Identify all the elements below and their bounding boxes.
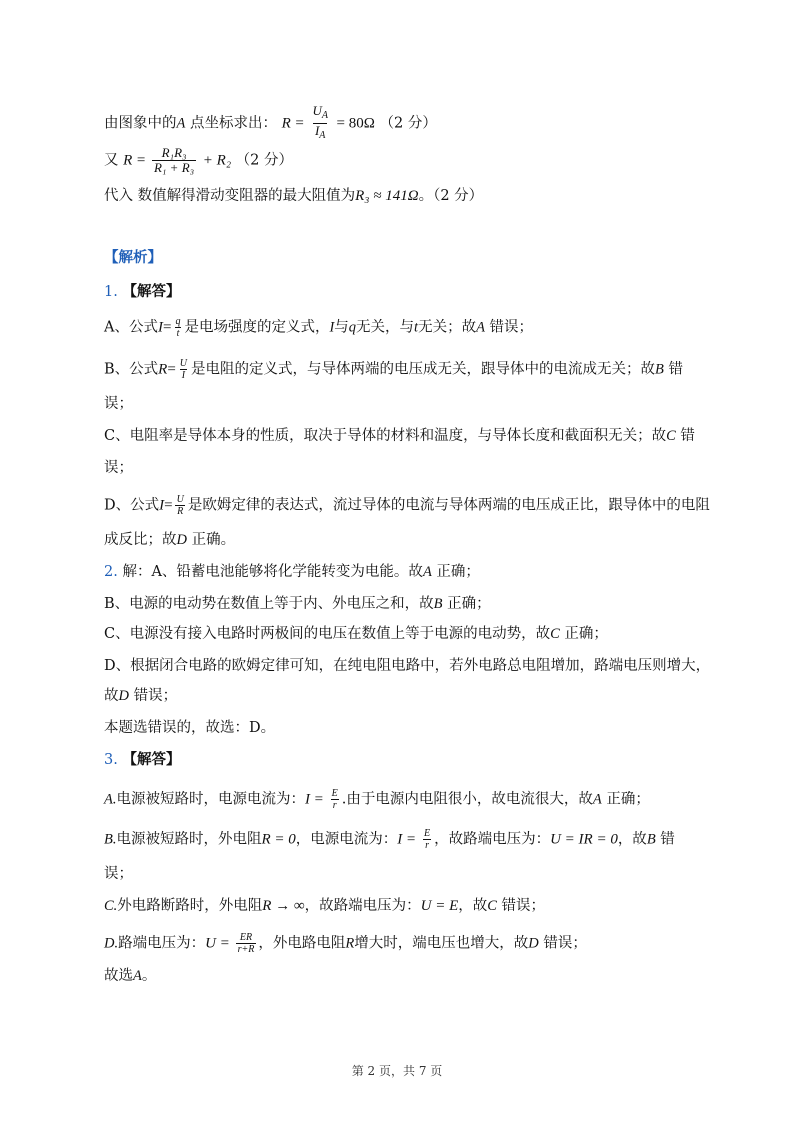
q3-option-b-cont: 误； xyxy=(104,866,133,882)
text: 电源被短路时，外电阻 xyxy=(116,831,262,848)
text: 又 xyxy=(104,152,119,169)
q1-option-c-cont: 误； xyxy=(104,460,133,476)
solution-title: 【解答】 xyxy=(122,283,181,300)
text: 增大时，端电压也增大，故 xyxy=(354,935,529,952)
math-var: U xyxy=(205,935,216,952)
text: ，外电路电阻 xyxy=(258,935,346,952)
text: 正确。 xyxy=(186,532,236,548)
text: D、公式 xyxy=(104,497,160,514)
numerator: U xyxy=(179,358,188,369)
option-label: A xyxy=(476,319,485,336)
math-var: R xyxy=(281,115,291,132)
q1-header xyxy=(104,282,180,302)
option-label: C xyxy=(666,428,676,444)
analysis-heading: 【解析】 xyxy=(104,249,162,266)
result-line-1 xyxy=(104,104,437,143)
math-eq: = xyxy=(314,791,324,808)
option-label: B xyxy=(655,361,664,378)
numerator: U xyxy=(176,494,184,505)
text: A、公式 xyxy=(104,319,158,336)
math-var: R xyxy=(123,152,133,169)
text: 错 xyxy=(663,361,683,378)
q2-line-1 xyxy=(104,562,480,582)
numerator: q xyxy=(175,316,181,327)
fraction xyxy=(236,932,257,955)
question-number: 3. xyxy=(104,752,118,768)
text: 是电阻的定义式，与导体两端的电压成无关，跟导体中的电流成无关；故 xyxy=(191,361,656,378)
question-number: 1. xyxy=(104,284,118,300)
q3-option-b xyxy=(104,828,675,851)
result-line-2 xyxy=(104,146,293,175)
text: 电源被短路时，电源电流为： xyxy=(116,791,305,808)
solution-title: 【解答】 xyxy=(122,751,181,768)
math-value: = 80Ω xyxy=(336,115,375,132)
text: ，故 xyxy=(458,898,488,914)
subscript: A xyxy=(321,110,328,121)
math-expr: R₃ ≈ 141Ω xyxy=(355,188,419,204)
q1-option-b-cont: 误； xyxy=(104,396,133,412)
subscript: A xyxy=(319,130,326,141)
text: 路端电压为： xyxy=(118,935,206,952)
text: 错误； xyxy=(496,898,546,914)
text: 故选 xyxy=(104,968,133,984)
q1-option-c xyxy=(104,426,695,446)
math-eq: = xyxy=(167,361,176,378)
math-eq: = xyxy=(406,831,416,848)
math-var: I xyxy=(304,791,310,808)
math-eq: = xyxy=(295,115,304,132)
denominator: r+R xyxy=(237,944,255,955)
math-eq: = xyxy=(136,152,146,169)
text: C、电阻率是导体本身的性质，取决于导体的材料和温度，与导体长度和截面积无关；故 xyxy=(104,428,667,444)
math-expr: R = 0 xyxy=(261,831,296,848)
text: 正确； xyxy=(559,626,608,642)
option-label: D xyxy=(118,688,129,704)
text: ，电源电流为： xyxy=(295,831,398,848)
text: 点坐标求出： xyxy=(185,115,277,132)
math-var: I xyxy=(157,319,163,336)
text: C、电源没有接入电路时两极间的电压在数值上等于电源的电动势，故 xyxy=(104,626,551,642)
q3-final xyxy=(104,966,156,986)
option-label: A. xyxy=(104,791,117,808)
math-expr: R → ∞ xyxy=(262,898,305,914)
option-label: A xyxy=(133,968,142,984)
math-eq: = xyxy=(162,319,172,336)
text: ，故路端电压为： xyxy=(304,898,421,914)
text: 错误； xyxy=(538,935,587,952)
math-expr: U = IR = 0 xyxy=(550,831,618,848)
q1-option-d-cont xyxy=(104,530,235,550)
text: 无关；故 xyxy=(418,319,477,336)
q1-option-b xyxy=(104,358,683,381)
text: ，故路端电压为： xyxy=(434,831,551,848)
q1-option-d xyxy=(104,494,710,517)
text: 代入 数值解得滑动变阻器的最大阻值为 xyxy=(104,188,356,204)
denominator: I xyxy=(314,123,320,138)
math-var: t xyxy=(414,319,419,336)
q2-line-3 xyxy=(104,624,608,644)
math-term: + R₂ xyxy=(202,152,232,169)
text: 错误； xyxy=(128,688,178,704)
numerator: E xyxy=(423,828,431,839)
fraction xyxy=(178,358,189,381)
option-label: D. xyxy=(104,935,119,952)
math-var: R xyxy=(345,935,355,952)
text: 错 xyxy=(655,831,675,848)
q3-option-a xyxy=(104,788,650,811)
option-label: B xyxy=(433,596,443,612)
text: 错误； xyxy=(484,319,534,336)
text: 解：A、铅蓄电池能够将化学能转变为电能。故 xyxy=(117,564,423,580)
text: B、公式 xyxy=(104,361,159,378)
q3-option-c xyxy=(104,896,545,916)
denominator: I xyxy=(181,370,186,381)
score: 。（2 分） xyxy=(418,188,484,204)
q2-line-2 xyxy=(104,594,491,614)
fraction-r1r3 xyxy=(152,146,196,175)
denominator: R₁ + R₃ xyxy=(153,160,195,175)
text: 是欧姆定律的表达式，流过导体的电流与导体两端的电压成正比，跟导体中的电阻 xyxy=(187,497,710,514)
fraction xyxy=(422,828,432,851)
text: 成反比；故 xyxy=(104,532,177,548)
denominator: t xyxy=(176,328,180,339)
math-var: I xyxy=(397,831,403,848)
numerator: U xyxy=(312,103,322,118)
option-label: D xyxy=(176,532,187,548)
text: 正确； xyxy=(601,791,650,808)
option-label: C. xyxy=(104,898,118,914)
result-line-3 xyxy=(104,186,483,206)
q2-line-5 xyxy=(104,686,177,706)
question-number: 2. xyxy=(104,564,118,580)
math-expr: U = E xyxy=(420,898,459,914)
math-eq: = xyxy=(164,497,173,514)
denominator: r xyxy=(332,800,337,811)
math-var: R xyxy=(158,361,168,378)
q3-option-d xyxy=(104,932,587,955)
numerator: R₁R₃ xyxy=(161,145,187,160)
option-label: C xyxy=(550,626,560,642)
q2-line-4: D、根据闭合电路的欧姆定律可知，在纯电阻电路中，若外电路总电阻增加，路端电压则增大， xyxy=(104,658,711,674)
fraction xyxy=(173,316,182,339)
math-var: I xyxy=(329,319,335,336)
text: 由图象中的 xyxy=(104,115,177,132)
q2-line-6: 本题选错误的，故选：D。 xyxy=(104,720,276,736)
option-label: A xyxy=(422,564,432,580)
text: 。 xyxy=(141,968,157,984)
denominator: R xyxy=(177,506,184,517)
text: B、电源的电动势在数值上等于内、外电压之和，故 xyxy=(104,596,434,612)
text: 故 xyxy=(104,688,119,704)
score: （2 分） xyxy=(235,152,293,169)
math-var: I xyxy=(159,497,165,514)
fraction xyxy=(330,788,340,811)
page-footer: 第 2 页，共 7 页 xyxy=(351,1064,443,1078)
numerator: E xyxy=(331,788,338,799)
denominator: r xyxy=(425,840,429,851)
text: .由于电源内电阻很小，故电流很大，故 xyxy=(341,791,593,808)
option-label: C xyxy=(487,898,497,914)
point-label: A xyxy=(176,115,186,132)
option-label: B. xyxy=(104,831,117,848)
math-var: q xyxy=(348,319,357,336)
fraction-ua-ia xyxy=(310,104,330,143)
text: 正确； xyxy=(431,564,480,580)
q3-header xyxy=(104,750,180,770)
text: 错 xyxy=(675,428,695,444)
math-eq: = xyxy=(220,935,230,952)
numerator: ER xyxy=(239,932,253,943)
option-label: A xyxy=(592,791,602,808)
text: ，故 xyxy=(617,831,647,848)
fraction xyxy=(175,494,186,517)
option-label: B xyxy=(646,831,656,848)
text: 是电场强度的定义式， xyxy=(184,319,330,336)
text: 无关，与 xyxy=(356,319,415,336)
option-label: D xyxy=(528,935,539,952)
text: 外电路断路时，外电阻 xyxy=(117,898,263,914)
score: （2 分） xyxy=(379,115,437,132)
text: 正确； xyxy=(442,596,491,612)
text: 与 xyxy=(334,319,349,336)
q1-option-a xyxy=(104,316,533,339)
